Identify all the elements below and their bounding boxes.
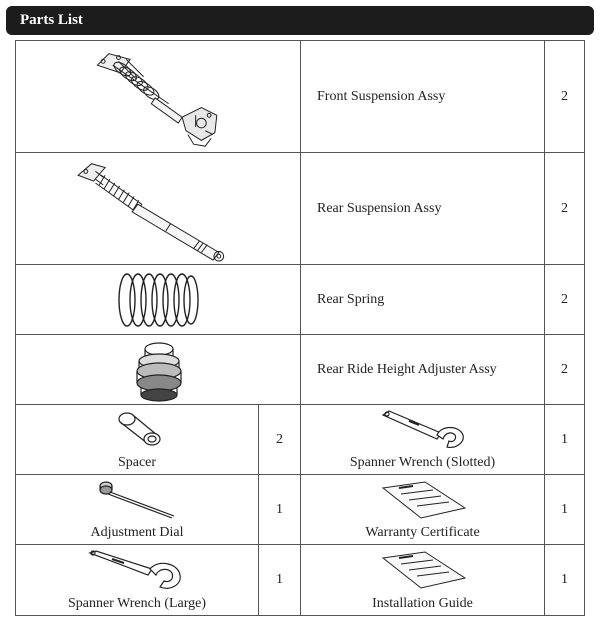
guide-icon xyxy=(379,550,469,592)
large-wrench-icon xyxy=(86,549,186,591)
slotted-wrench-qty-cell xyxy=(544,404,585,475)
certificate-icon xyxy=(379,480,469,522)
front-suspension-image-cell xyxy=(15,40,301,153)
rear-spring-image-cell xyxy=(15,264,301,335)
front-suspension-qty: 2 xyxy=(561,88,568,104)
adjuster-image-cell xyxy=(15,334,301,405)
adjuster-qty-cell xyxy=(544,334,585,405)
parts-table xyxy=(15,40,585,616)
spacer-qty-cell xyxy=(258,404,301,475)
warranty-certificate-qty-cell xyxy=(544,474,585,545)
dial-icon xyxy=(98,480,178,520)
installation-guide-qty-cell xyxy=(544,544,585,616)
installation-guide-cell xyxy=(300,544,545,616)
large-wrench-qty-cell xyxy=(258,544,301,616)
rear-spring-name-cell xyxy=(300,264,545,335)
large-wrench-cell xyxy=(15,544,259,616)
adjuster-name: Rear Ride Height Adjuster Assy xyxy=(317,361,497,377)
spring-icon xyxy=(113,268,203,332)
parts-list-title: Parts List xyxy=(20,12,83,28)
adjuster-icon xyxy=(124,337,194,403)
rear-spring-qty: 2 xyxy=(561,291,568,307)
front-suspension-name: Front Suspension Assy xyxy=(317,88,446,104)
rear-suspension-image-cell xyxy=(15,152,301,265)
slotted-wrench-icon xyxy=(379,409,469,449)
slotted-wrench-name: Spanner Wrench (Slotted) xyxy=(349,455,496,470)
large-wrench-name: Spanner Wrench (Large) xyxy=(67,596,207,611)
adjustment-dial-qty: 1 xyxy=(276,501,283,517)
front-suspension-icon xyxy=(79,44,239,150)
adjustment-dial-cell xyxy=(15,474,259,545)
rear-suspension-qty-cell xyxy=(544,152,585,265)
spacer-icon xyxy=(113,409,163,451)
rear-suspension-icon xyxy=(71,156,251,262)
spacer-name: Spacer xyxy=(117,455,157,470)
front-suspension-qty-cell xyxy=(544,40,585,153)
rear-suspension-name: Rear Suspension Assy xyxy=(317,200,442,216)
rear-suspension-qty: 2 xyxy=(561,200,568,216)
warranty-certificate-qty: 1 xyxy=(561,501,568,517)
warranty-certificate-cell xyxy=(300,474,545,545)
slotted-wrench-cell xyxy=(300,404,545,475)
front-suspension-name-cell xyxy=(300,40,545,153)
parts-list-header xyxy=(6,6,594,35)
rear-suspension-name-cell xyxy=(300,152,545,265)
adjustment-dial-qty-cell xyxy=(258,474,301,545)
adjuster-name-cell xyxy=(300,334,545,405)
spacer-cell xyxy=(15,404,259,475)
installation-guide-name: Installation Guide xyxy=(372,596,473,611)
rear-spring-qty-cell xyxy=(544,264,585,335)
spacer-qty: 2 xyxy=(276,431,283,447)
adjustment-dial-name: Adjustment Dial xyxy=(90,525,184,540)
warranty-certificate-name: Warranty Certificate xyxy=(365,525,480,540)
installation-guide-qty: 1 xyxy=(561,572,568,587)
slotted-wrench-qty: 1 xyxy=(561,431,568,447)
rear-spring-name: Rear Spring xyxy=(317,291,385,307)
adjuster-qty: 2 xyxy=(561,361,568,377)
large-wrench-qty: 1 xyxy=(276,572,283,587)
